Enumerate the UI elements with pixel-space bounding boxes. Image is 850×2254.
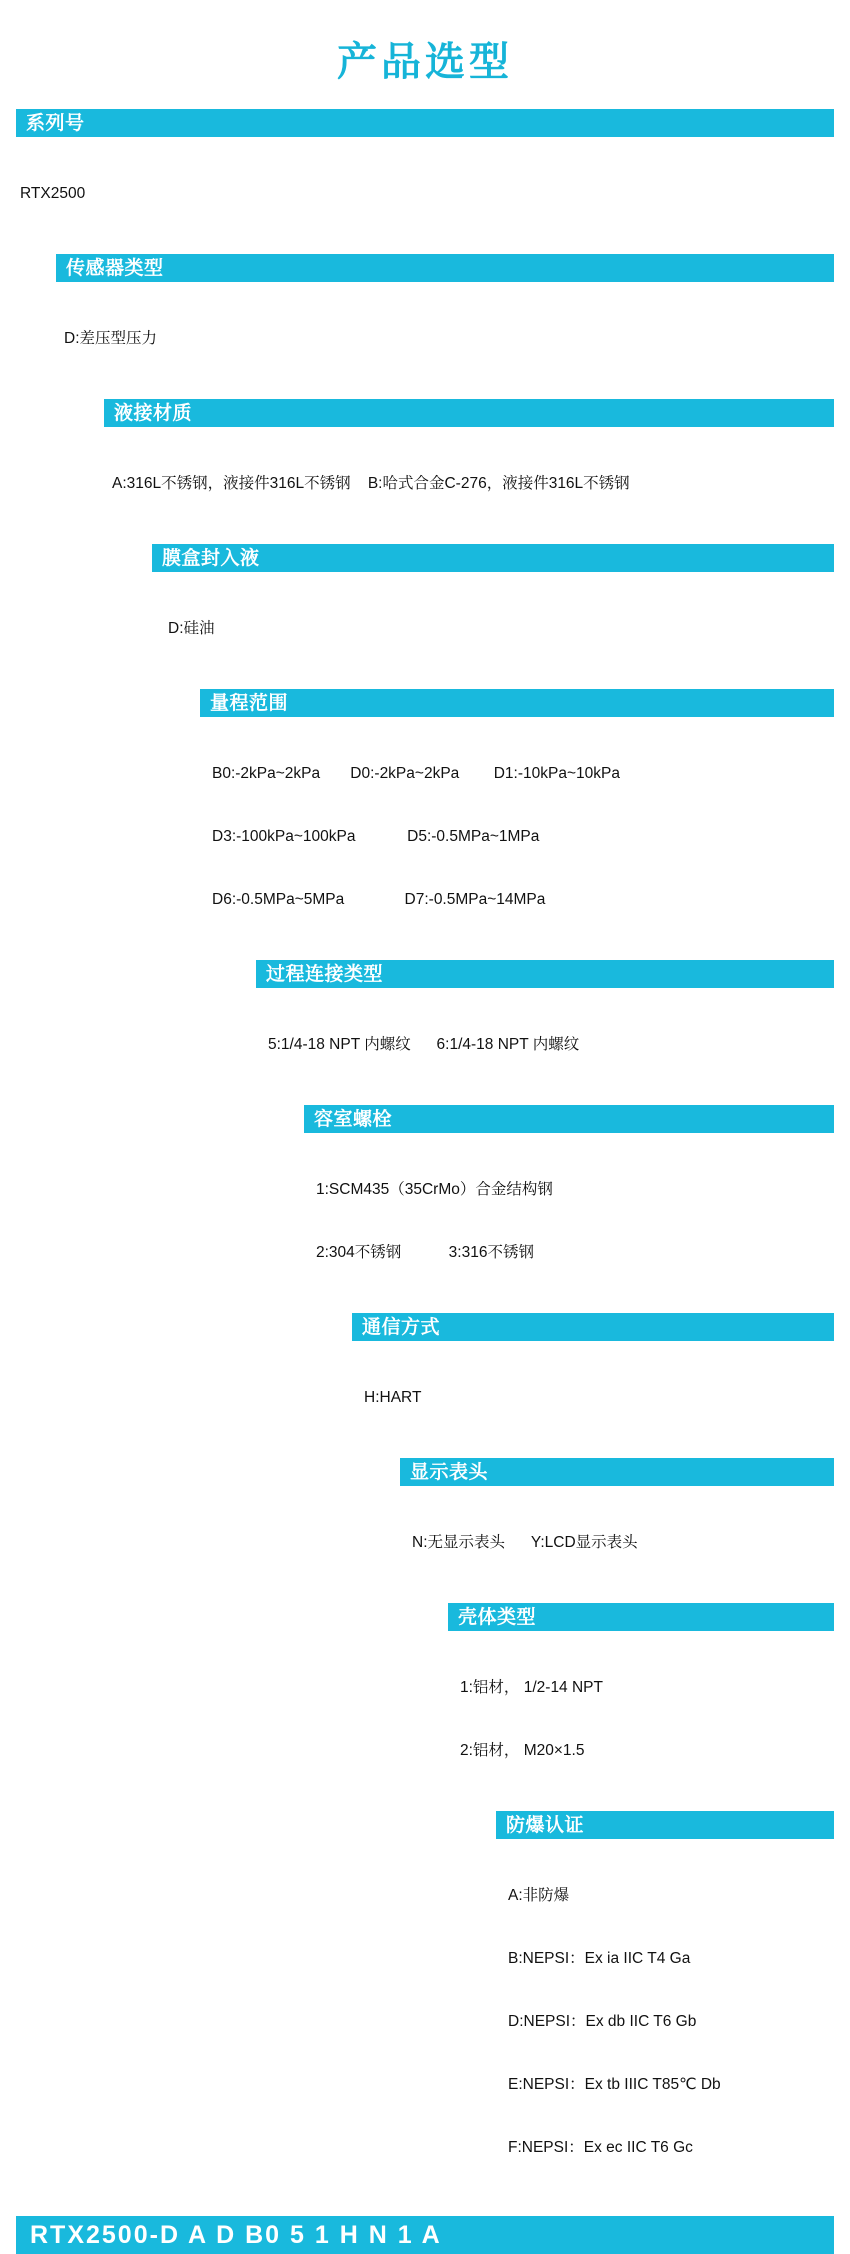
block-options-sensor-type [16,282,834,397]
option-line: D:硅油 [168,620,215,637]
selection-block-chamber-bolt [16,1105,834,1311]
block-heading-series: 系列号 [16,109,834,137]
option-line: 1:SCM435（35CrMo）合金结构钢 [316,1181,553,1198]
block-options-range [16,717,834,958]
selection-block-fill-fluid [16,544,834,687]
block-options-fill-fluid [16,572,834,687]
block-options-communication [16,1341,834,1456]
option-line: 2:304不锈钢 3:316不锈钢 [316,1244,534,1261]
block-options-display [16,1486,834,1601]
selection-block-series [16,109,834,252]
selection-block-process-connection [16,960,834,1103]
block-heading-process-connection: 过程连接类型 [256,960,834,988]
option-line: 5:1/4-18 NPT 内螺纹 6:1/4-18 NPT 内螺纹 [268,1036,580,1053]
block-options-process-connection [16,988,834,1103]
block-heading-communication: 通信方式 [352,1313,834,1341]
selection-block-display [16,1458,834,1601]
block-heading-explosion-proof: 防爆认证 [496,1811,834,1839]
option-line: A:316L不锈钢，液接件316L不锈钢 B:哈式合金C-276，液接件316L不锈钢 [112,475,630,492]
block-heading-display: 显示表头 [400,1458,834,1486]
selection-block-wetted-material [16,399,834,542]
block-heading-sensor-type: 传感器类型 [56,254,834,282]
option-line: 1:铝材， 1/2-14 NPT [460,1679,603,1696]
block-heading-fill-fluid: 膜盒封入液 [152,544,834,572]
option-line: E:NEPSI：Ex tb IIIC T85℃ Db [508,2076,721,2093]
selection-blocks [0,109,850,2206]
page-title: 产品选型 [337,40,513,84]
option-line: D:差压型压力 [64,330,158,347]
selection-block-range [16,689,834,958]
selection-block-communication [16,1313,834,1456]
selection-block-housing [16,1603,834,1809]
model-code-summary: RTX2500-D A D B0 5 1 H N 1 A [16,2216,834,2254]
option-line: RTX2500 [20,185,86,202]
selection-block-sensor-type [16,254,834,397]
option-line: D3:-100kPa~100kPa D5:-0.5MPa~1MPa [212,828,540,845]
block-options-wetted-material [16,427,834,542]
block-heading-housing: 壳体类型 [448,1603,834,1631]
block-options-series [16,137,834,252]
block-heading-wetted-material: 液接材质 [104,399,834,427]
option-line: F:NEPSI：Ex ec IIC T6 Gc [508,2139,693,2156]
option-line: D6:-0.5MPa~5MPa D7:-0.5MPa~14MPa [212,891,546,908]
block-heading-chamber-bolt: 容室螺栓 [304,1105,834,1133]
option-line: A:非防爆 [508,1887,570,1904]
block-options-chamber-bolt [16,1133,834,1311]
option-line: D:NEPSI：Ex db IIC T6 Gb [508,2013,697,2030]
block-options-housing [16,1631,834,1809]
option-line: 2:铝材， M20×1.5 [460,1742,585,1759]
option-line: H:HART [364,1389,422,1406]
selection-block-explosion-proof [16,1811,834,2206]
option-line: N:无显示表头 Y:LCD显示表头 [412,1534,638,1551]
option-line: B:NEPSI：Ex ia IIC T4 Ga [508,1950,691,1967]
block-options-explosion-proof [16,1839,834,2206]
block-heading-range: 量程范围 [200,689,834,717]
option-line: B0:-2kPa~2kPa D0:-2kPa~2kPa D1:-10kPa~10kPa [212,765,620,782]
